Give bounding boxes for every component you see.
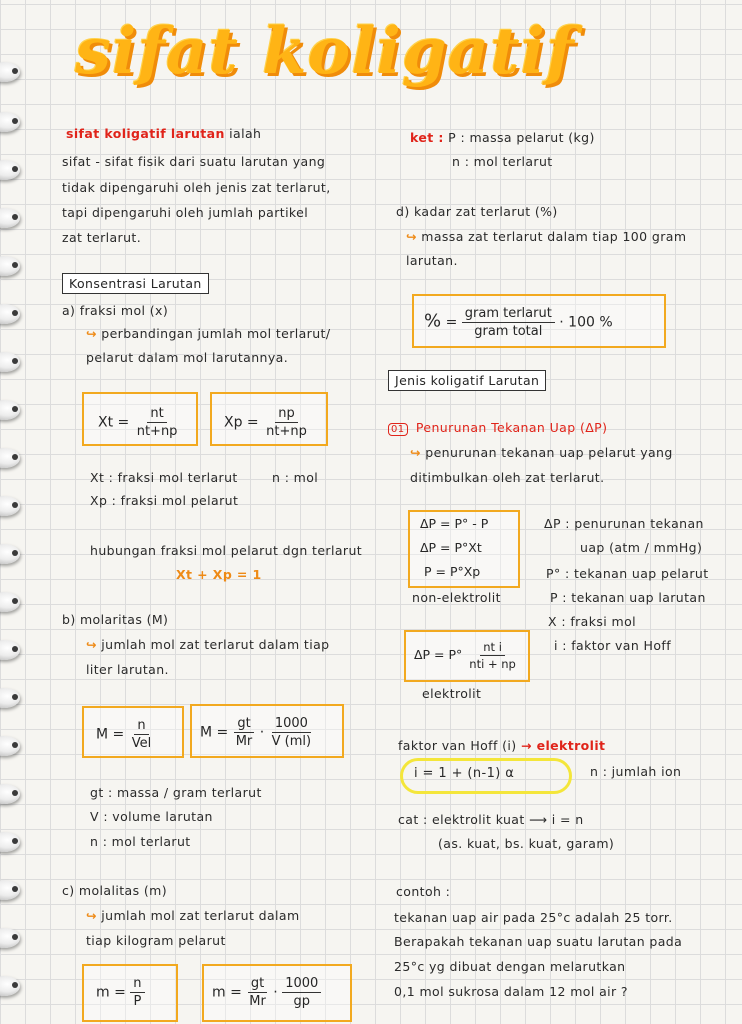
- xt-definition: Xt : fraksi mol terlarut: [90, 470, 238, 485]
- xt-formula: [98, 406, 180, 439]
- kadar-formula-box: [412, 294, 666, 348]
- m1-lhs: M =: [96, 726, 125, 743]
- fraksi-label: a) fraksi mol (x): [62, 303, 169, 318]
- elektrolit-label: elektrolit: [422, 686, 482, 701]
- gt-definition: gt : massa / gram terlarut: [90, 785, 262, 800]
- def-i: i : faktor van Hoff: [554, 638, 671, 653]
- ring-icon: [0, 592, 20, 612]
- formula-f3: P = P°Xp: [424, 564, 481, 579]
- m2-num: gt: [234, 716, 253, 733]
- xt-formula-box: [82, 392, 198, 446]
- mm2-fraction-2: [282, 976, 321, 1009]
- mm2-lhs: m =: [212, 984, 242, 1001]
- m2-fraction: [233, 716, 256, 749]
- molalitas-desc-2: tiap kilogram pelarut: [86, 933, 226, 948]
- vanhoff-arrow: → elektrolit: [520, 738, 606, 753]
- contoh-line-1: tekanan uap air pada 25°c adalah 25 torr.: [394, 910, 673, 925]
- ring-icon: [0, 640, 20, 660]
- kadar-num: gram terlarut: [462, 306, 555, 323]
- contoh-line-3: 25°c yg dibuat dengan melarutkan: [394, 959, 626, 974]
- xt-fraction: [134, 406, 181, 439]
- jenis-heading: Jenis koligatif Larutan: [388, 370, 546, 391]
- fraksi-desc-text: perbandingan jumlah mol terlarut/: [101, 326, 331, 341]
- relation-formula: Xt + Xp = 1: [176, 567, 262, 582]
- def-p: P : tekanan uap larutan: [550, 590, 706, 605]
- xt-den: nt+np: [136, 424, 178, 439]
- relation-text: hubungan fraksi mol pelarut dgn terlarut: [90, 543, 363, 558]
- molalitas-desc-text: jumlah mol zat terlarut dalam: [101, 908, 300, 923]
- ring-icon: [0, 448, 20, 468]
- ring-icon: [0, 160, 20, 180]
- section-01-title: [388, 420, 607, 436]
- catatan-1: cat : elektrolit kuat ⟶ i = n: [398, 812, 584, 827]
- ring-icon: [0, 62, 20, 82]
- xt-lhs: Xt =: [98, 414, 130, 431]
- mm1-formula: [96, 976, 145, 1009]
- m2-num2: 1000: [272, 716, 311, 733]
- xp-formula-box: [210, 392, 328, 446]
- n-definition: n : mol: [272, 470, 319, 485]
- mm2-fraction: [246, 976, 269, 1009]
- ring-icon: [0, 688, 20, 708]
- molaritas-desc-text: jumlah mol zat terlarut dalam tiap: [101, 637, 330, 652]
- xt-num: nt: [147, 406, 166, 423]
- konsentrasi-heading: Konsentrasi Larutan: [62, 273, 209, 294]
- contoh-line-2: Berapakah tekanan uap suatu larutan pada: [394, 934, 683, 949]
- kadar-rhs: · 100 %: [559, 314, 613, 331]
- intro-line-1: [66, 126, 261, 141]
- fraksi-desc-1: [86, 326, 330, 341]
- ring-icon: [0, 928, 20, 948]
- elektrolit-formula-box: [404, 630, 530, 682]
- n-ion-definition: n : jumlah ion: [590, 764, 682, 779]
- m2-formula-box: [190, 704, 344, 758]
- nm-definition: n : mol terlarut: [90, 834, 191, 849]
- s01-desc-1: [410, 445, 673, 460]
- ket-line-1: [410, 130, 595, 145]
- m1-den: Vel: [131, 736, 152, 751]
- molaritas-label: b) molaritas (M): [62, 612, 169, 627]
- contoh-label: contoh :: [396, 884, 451, 899]
- formula-f1: ΔP = P° - P: [420, 516, 489, 531]
- mm2-den: Mr: [249, 994, 266, 1009]
- m2-dot: ·: [259, 724, 265, 741]
- ring-icon: [0, 784, 20, 804]
- kadar-fraction: [462, 306, 555, 339]
- xp-num: np: [275, 406, 298, 423]
- m1-fraction: [129, 718, 155, 751]
- m2-den: Mr: [235, 734, 253, 749]
- el-den: nti + np: [469, 657, 516, 671]
- ring-icon: [0, 832, 20, 852]
- vanhoff-line: [398, 738, 605, 753]
- s01-desc-text: penurunan tekanan uap pelarut yang: [425, 445, 673, 460]
- ring-icon: [0, 880, 20, 900]
- arrow-icon: ↪: [86, 908, 97, 923]
- catatan-2: (as. kuat, bs. kuat, garam): [438, 836, 615, 851]
- ring-icon: [0, 256, 20, 276]
- def-p0: P° : tekanan uap pelarut: [546, 566, 709, 581]
- m2-lhs: M =: [200, 724, 229, 741]
- mm1-fraction: [130, 976, 144, 1009]
- intro-term: sifat koligatif larutan: [66, 126, 225, 141]
- def-dp-2: uap (atm / mmHg): [580, 540, 703, 555]
- ring-icon: [0, 208, 20, 228]
- mm2-dot: ·: [273, 984, 278, 1001]
- page-title: sifat koligatif: [75, 14, 575, 89]
- ket-line-2: n : mol terlarut: [452, 154, 553, 169]
- ring-icon: [0, 112, 20, 132]
- ket-label: ket :: [410, 130, 444, 145]
- formula-f2: ΔP = P°Xt: [420, 540, 482, 555]
- ring-icon: [0, 400, 20, 420]
- xp-definition: Xp : fraksi mol pelarut: [90, 493, 239, 508]
- ring-icon: [0, 352, 20, 372]
- intro-line-2: sifat - sifat fisik dari suatu larutan yang: [62, 154, 326, 169]
- molalitas-desc-1: [86, 908, 300, 923]
- mm2-num: gt: [248, 976, 267, 993]
- ring-icon: [0, 496, 20, 516]
- m1-formula: [96, 718, 154, 751]
- vanhoff-formula: i = 1 + (n-1) α: [414, 766, 515, 781]
- mm2-num2: 1000: [282, 976, 321, 993]
- section-01-title-text: Penurunan Tekanan Uap (ΔP): [415, 420, 608, 435]
- ket-p: P : massa pelarut (kg): [448, 130, 595, 145]
- elektrolit-formula: [414, 640, 519, 671]
- el-fraction: [466, 640, 519, 671]
- xp-lhs: Xp =: [224, 414, 259, 431]
- ring-icon: [0, 976, 20, 996]
- xp-den: nt+np: [266, 424, 307, 439]
- mm2-formula-box: [202, 964, 352, 1022]
- def-dp-1: ΔP : penurunan tekanan: [544, 516, 704, 531]
- ring-icon: [0, 544, 20, 564]
- el-lhs: ΔP = P°: [414, 647, 463, 662]
- mm1-lhs: m =: [96, 984, 126, 1001]
- nonelektrolit-formula-box: [408, 510, 520, 588]
- m2-formula: [200, 716, 314, 749]
- molalitas-label: c) molalitas (m): [62, 883, 168, 898]
- v-definition: V : volume larutan: [90, 809, 213, 824]
- fraksi-desc-2: pelarut dalam mol larutannya.: [86, 350, 289, 365]
- section-01-number: 01: [388, 423, 408, 436]
- s01-desc-2: ditimbulkan oleh zat terlarut.: [410, 470, 605, 485]
- m1-formula-box: [82, 706, 184, 758]
- intro-line-3: tidak dipengaruhi oleh jenis zat terlarut,: [62, 180, 331, 195]
- xp-formula: [224, 406, 310, 439]
- kadar-label: d) kadar zat terlarut (%): [396, 204, 558, 219]
- intro-line-5: zat terlarut.: [62, 230, 142, 245]
- vanhoff-label: faktor van Hoff (i): [398, 738, 517, 753]
- mm1-num: n: [130, 976, 144, 993]
- m1-num: n: [134, 718, 148, 735]
- intro-rest: ialah: [229, 126, 262, 141]
- mm2-den2: gp: [293, 994, 310, 1009]
- molaritas-desc-2: liter larutan.: [86, 662, 169, 677]
- arrow-icon: ↪: [86, 326, 97, 341]
- kadar-desc-1: [406, 229, 686, 244]
- def-x: X : fraksi mol: [548, 614, 637, 629]
- el-num: nt i: [480, 640, 505, 656]
- kadar-lhs: %: [424, 310, 442, 332]
- kadar-formula: [424, 306, 613, 339]
- m2-den2: V (ml): [271, 734, 312, 749]
- mm1-formula-box: [82, 964, 178, 1022]
- kadar-desc-2: larutan.: [406, 253, 458, 268]
- ring-icon: [0, 736, 20, 756]
- arrow-icon: ↪: [86, 637, 97, 652]
- arrow-icon: ↪: [406, 229, 417, 244]
- ring-icon: [0, 304, 20, 324]
- intro-line-4: tapi dipengaruhi oleh jumlah partikel: [62, 205, 309, 220]
- m2-fraction-2: [269, 716, 314, 749]
- kadar-desc-text: massa zat terlarut dalam tiap 100 gram: [421, 229, 687, 244]
- mm1-den: P: [133, 994, 142, 1009]
- xp-fraction: [263, 406, 310, 439]
- mm2-formula: [212, 976, 321, 1009]
- kadar-den: gram total: [474, 324, 543, 339]
- molaritas-desc-1: [86, 637, 329, 652]
- non-elektrolit-label: non-elektrolit: [412, 590, 501, 605]
- contoh-line-4: 0,1 mol sukrosa dalam 12 mol air ?: [394, 984, 628, 999]
- arrow-icon: ↪: [410, 445, 421, 460]
- kadar-eq: =: [445, 314, 458, 331]
